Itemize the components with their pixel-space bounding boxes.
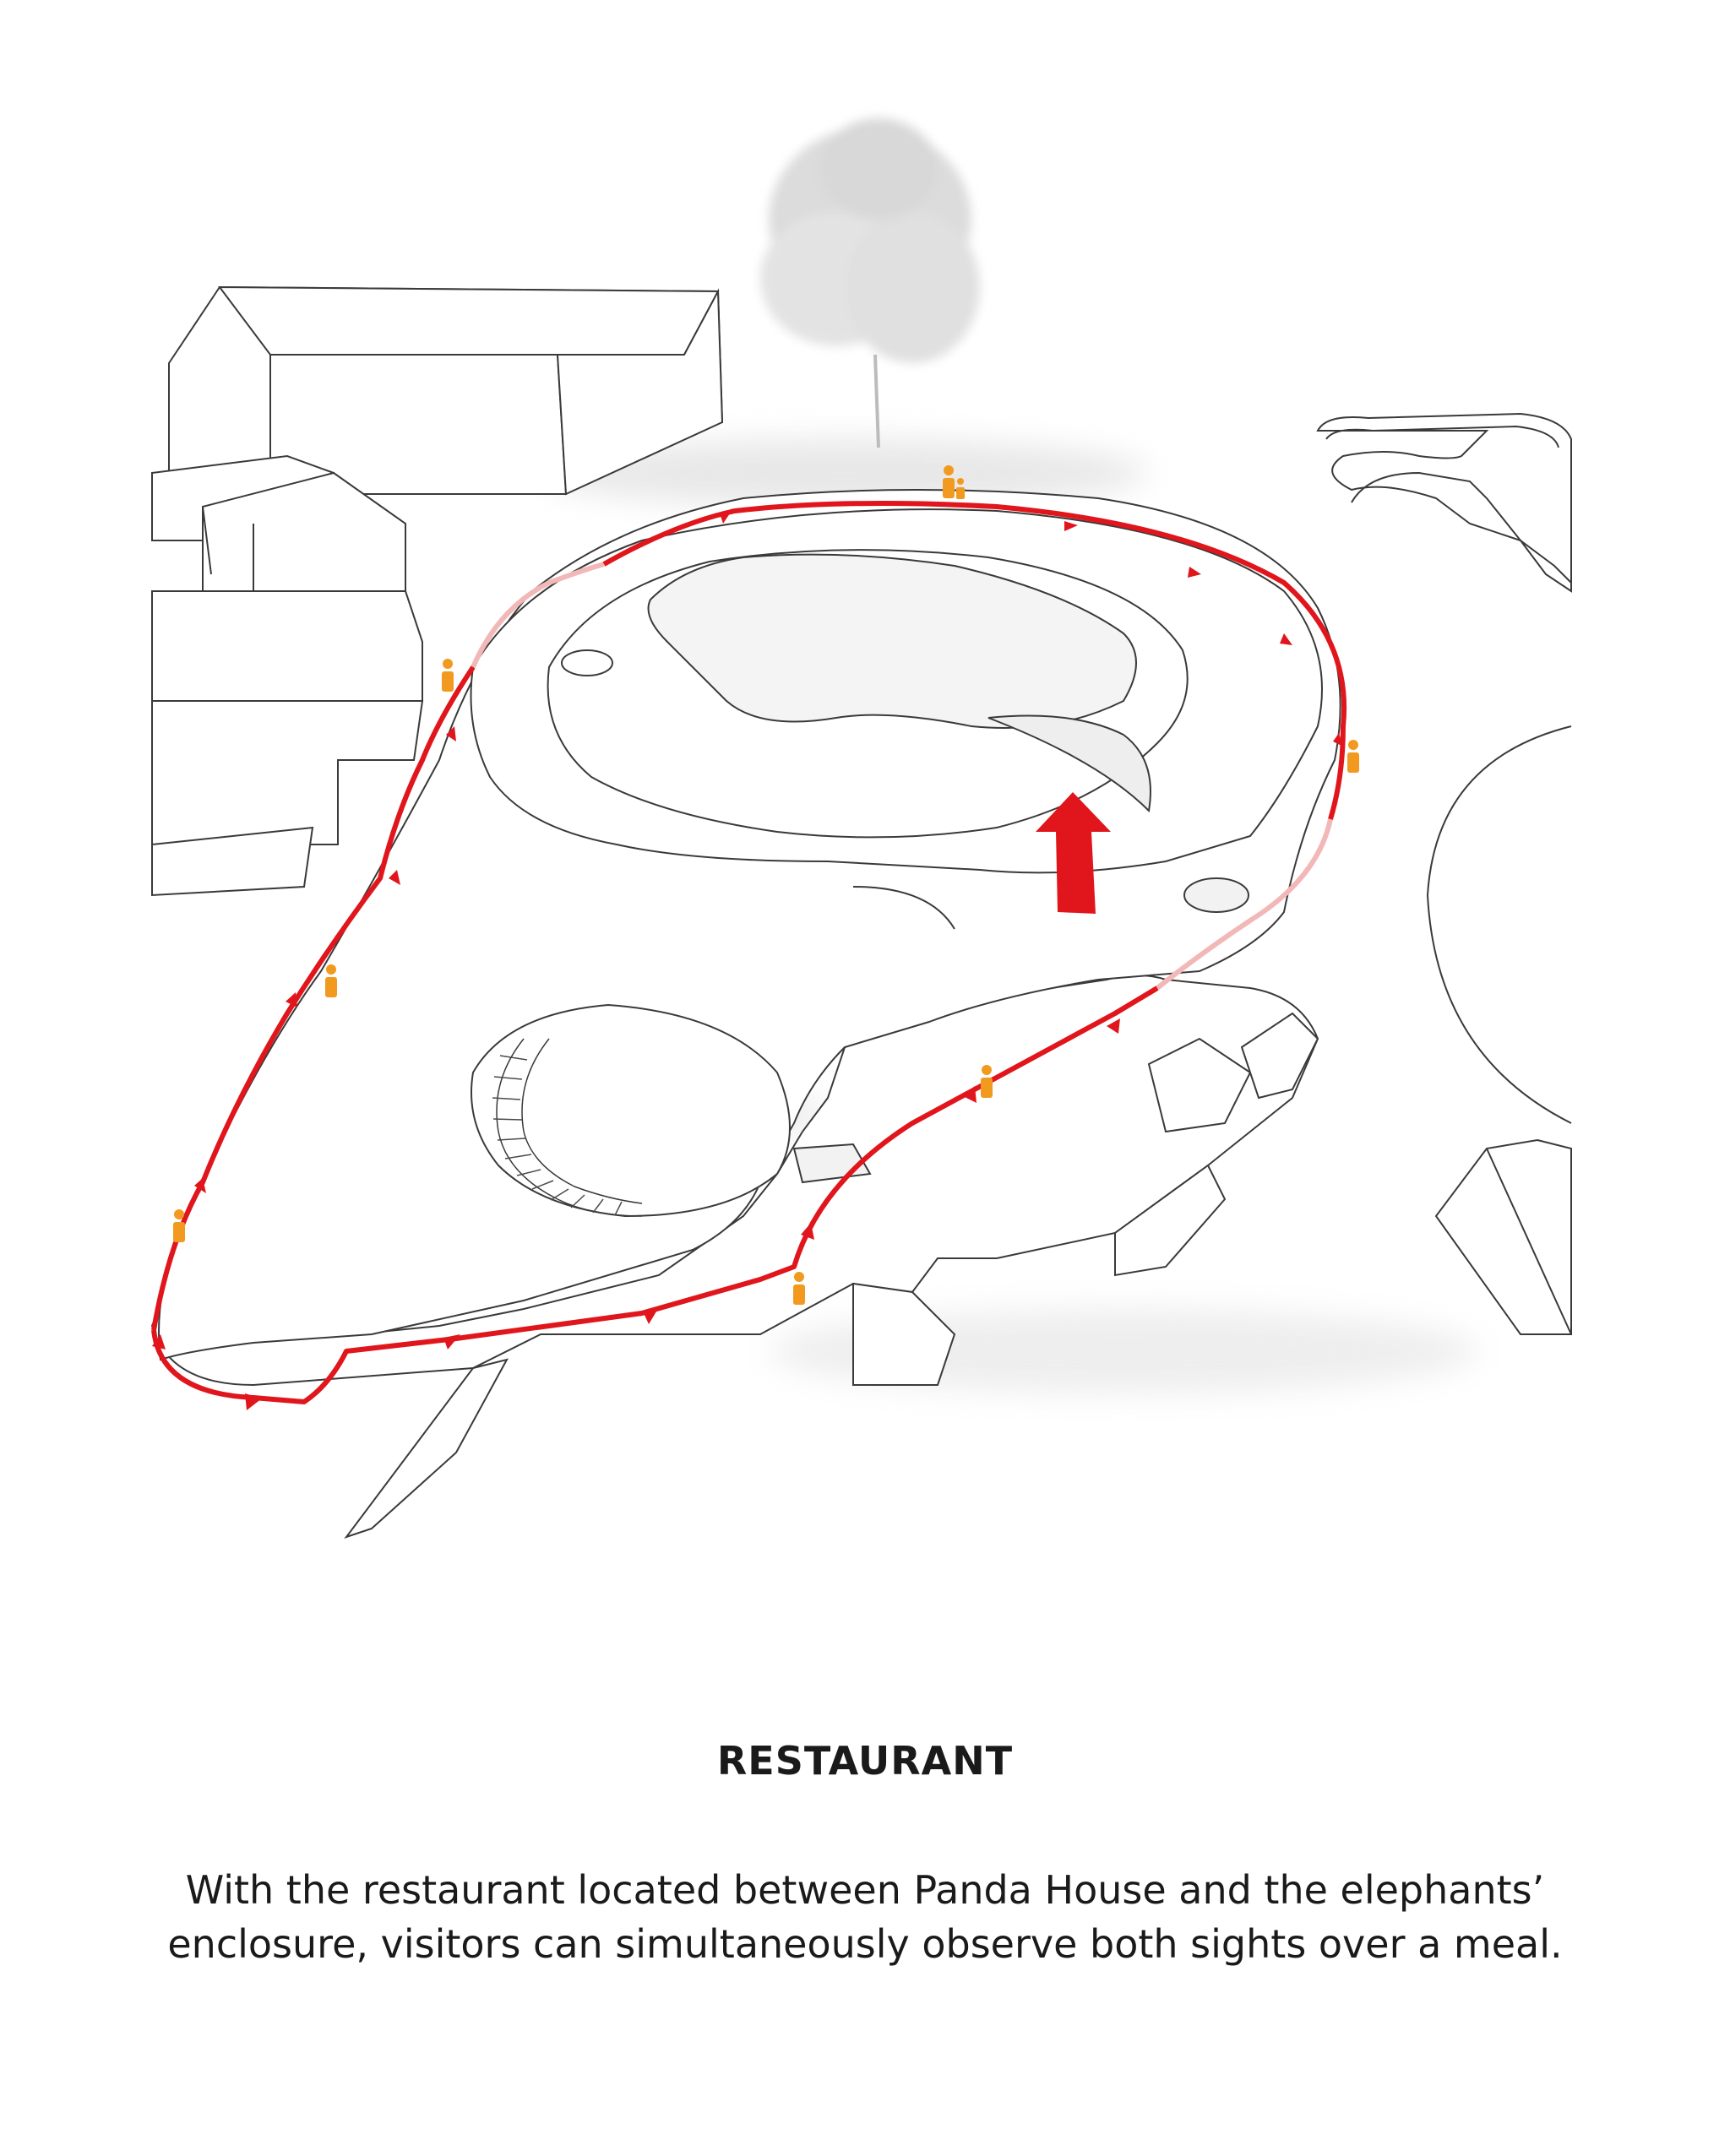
person-icon [981, 1065, 993, 1098]
person-icon [442, 659, 454, 692]
person-icon [325, 964, 337, 997]
tree-trunk [875, 355, 879, 448]
caption-line-2: enclosure, visitors can simultaneously observe both sights over a meal. [167, 1921, 1563, 1967]
person-icon [793, 1272, 805, 1305]
person-icon [1347, 740, 1359, 773]
person-icon [173, 1209, 185, 1242]
diagram-title: RESTAURANT [716, 1738, 1014, 1784]
right-structure [1428, 726, 1571, 1334]
diagram-caption [105, 1863, 1625, 1971]
person-icon [943, 465, 955, 498]
caption-line-1: With the restaurant located between Panda House and the elephants’ [185, 1867, 1545, 1913]
person-icon [956, 478, 965, 499]
tree-icon [760, 118, 980, 363]
paddock-outline [1318, 414, 1571, 591]
